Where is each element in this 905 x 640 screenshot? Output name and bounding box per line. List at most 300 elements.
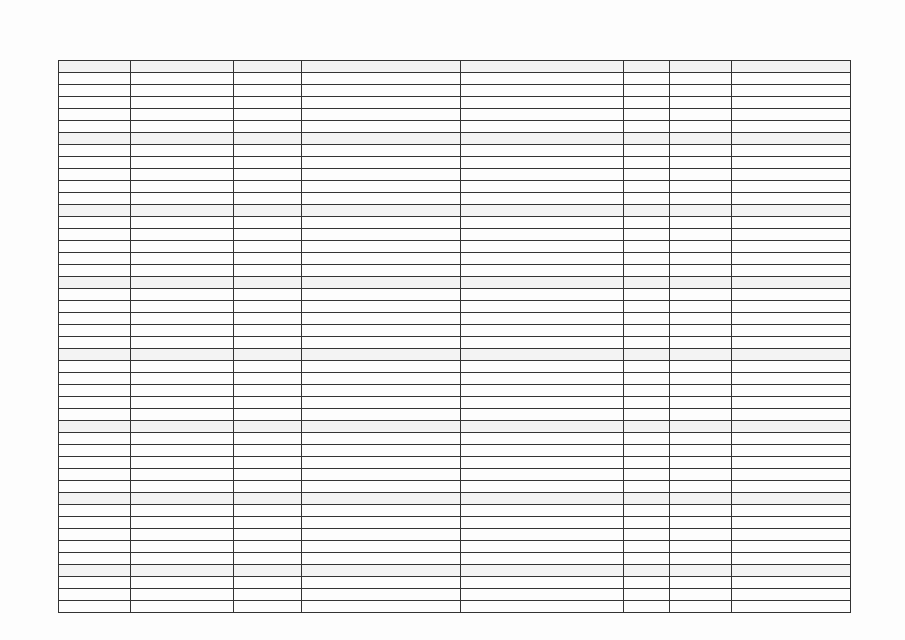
table-cell bbox=[234, 109, 302, 121]
table-cell bbox=[461, 85, 624, 97]
table-cell bbox=[131, 469, 234, 481]
table-cell bbox=[234, 457, 302, 469]
table-cell bbox=[461, 145, 624, 157]
table-row bbox=[59, 409, 851, 421]
table-cell bbox=[624, 373, 670, 385]
table-cell bbox=[732, 337, 851, 349]
table-cell bbox=[234, 445, 302, 457]
table-cell bbox=[461, 349, 624, 361]
table-cell bbox=[234, 301, 302, 313]
table-cell bbox=[624, 73, 670, 85]
table-cell bbox=[624, 493, 670, 505]
table-cell bbox=[59, 289, 131, 301]
table-cell bbox=[59, 601, 131, 613]
table-cell bbox=[624, 541, 670, 553]
table-cell bbox=[624, 253, 670, 265]
table-cell bbox=[624, 385, 670, 397]
table-cell bbox=[59, 145, 131, 157]
table-cell bbox=[302, 433, 461, 445]
table-cell bbox=[302, 301, 461, 313]
table-cell bbox=[59, 493, 131, 505]
table-cell bbox=[624, 337, 670, 349]
table-cell bbox=[461, 553, 624, 565]
table-cell bbox=[131, 541, 234, 553]
table-cell bbox=[234, 97, 302, 109]
table-row bbox=[59, 397, 851, 409]
table-cell bbox=[59, 445, 131, 457]
table-cell bbox=[234, 481, 302, 493]
table-cell bbox=[59, 313, 131, 325]
table-cell bbox=[624, 409, 670, 421]
table-cell bbox=[302, 397, 461, 409]
table-cell bbox=[302, 217, 461, 229]
table-cell bbox=[302, 229, 461, 241]
table-cell bbox=[131, 601, 234, 613]
table-cell bbox=[234, 133, 302, 145]
table-cell bbox=[461, 445, 624, 457]
table-cell bbox=[461, 529, 624, 541]
table-row bbox=[59, 193, 851, 205]
table-cell bbox=[461, 433, 624, 445]
table-cell bbox=[302, 385, 461, 397]
table-cell bbox=[461, 493, 624, 505]
table-cell bbox=[461, 577, 624, 589]
table-cell bbox=[302, 541, 461, 553]
table-cell bbox=[732, 121, 851, 133]
table-cell bbox=[670, 325, 732, 337]
table-cell bbox=[732, 181, 851, 193]
table-cell bbox=[624, 565, 670, 577]
table-cell bbox=[670, 433, 732, 445]
table-cell bbox=[461, 193, 624, 205]
table-row bbox=[59, 493, 851, 505]
table-cell bbox=[461, 265, 624, 277]
table-cell bbox=[461, 373, 624, 385]
table-cell bbox=[461, 109, 624, 121]
table-cell bbox=[302, 253, 461, 265]
table-cell bbox=[234, 349, 302, 361]
table-cell bbox=[624, 445, 670, 457]
table-cell bbox=[624, 289, 670, 301]
table-row bbox=[59, 361, 851, 373]
table-cell bbox=[461, 241, 624, 253]
table-cell bbox=[732, 61, 851, 73]
table-cell bbox=[670, 601, 732, 613]
table-cell bbox=[670, 421, 732, 433]
table-cell bbox=[302, 109, 461, 121]
table-cell bbox=[670, 97, 732, 109]
table-cell bbox=[624, 553, 670, 565]
table-cell bbox=[732, 397, 851, 409]
table-cell bbox=[670, 313, 732, 325]
table-row bbox=[59, 169, 851, 181]
table-cell bbox=[234, 493, 302, 505]
table-row bbox=[59, 517, 851, 529]
table-cell bbox=[234, 337, 302, 349]
table-cell bbox=[234, 289, 302, 301]
table-cell bbox=[302, 181, 461, 193]
table-cell bbox=[461, 385, 624, 397]
table-cell bbox=[732, 505, 851, 517]
table-cell bbox=[624, 505, 670, 517]
table-cell bbox=[59, 193, 131, 205]
table-cell bbox=[670, 493, 732, 505]
table-cell bbox=[59, 469, 131, 481]
table-cell bbox=[59, 133, 131, 145]
table-row bbox=[59, 373, 851, 385]
table-cell bbox=[234, 145, 302, 157]
table-cell bbox=[732, 349, 851, 361]
table-cell bbox=[234, 385, 302, 397]
table-cell bbox=[670, 181, 732, 193]
table-cell bbox=[131, 505, 234, 517]
table-row bbox=[59, 253, 851, 265]
table-cell bbox=[732, 85, 851, 97]
table-cell bbox=[234, 217, 302, 229]
table-cell bbox=[461, 157, 624, 169]
table-cell bbox=[670, 133, 732, 145]
table-cell bbox=[59, 361, 131, 373]
table-cell bbox=[732, 313, 851, 325]
table-cell bbox=[624, 193, 670, 205]
table-cell bbox=[302, 325, 461, 337]
table-cell bbox=[302, 445, 461, 457]
table-cell bbox=[624, 421, 670, 433]
table-cell bbox=[732, 289, 851, 301]
table-row bbox=[59, 265, 851, 277]
table-cell bbox=[59, 109, 131, 121]
roads-table bbox=[58, 60, 851, 613]
table-cell bbox=[624, 277, 670, 289]
table-cell bbox=[302, 481, 461, 493]
table-cell bbox=[59, 229, 131, 241]
table-cell bbox=[302, 577, 461, 589]
table-cell bbox=[131, 133, 234, 145]
table-cell bbox=[461, 409, 624, 421]
table-cell bbox=[624, 577, 670, 589]
table-row bbox=[59, 601, 851, 613]
table-cell bbox=[131, 121, 234, 133]
table-cell bbox=[670, 565, 732, 577]
table-cell bbox=[302, 169, 461, 181]
table-cell bbox=[302, 589, 461, 601]
table-cell bbox=[732, 193, 851, 205]
table-cell bbox=[670, 277, 732, 289]
table-cell bbox=[59, 85, 131, 97]
table-cell bbox=[461, 565, 624, 577]
table-cell bbox=[131, 313, 234, 325]
table-cell bbox=[732, 577, 851, 589]
table-cell bbox=[732, 553, 851, 565]
table-row bbox=[59, 577, 851, 589]
table-cell bbox=[302, 421, 461, 433]
table-cell bbox=[624, 313, 670, 325]
table-cell bbox=[59, 169, 131, 181]
table-cell bbox=[302, 289, 461, 301]
table-cell bbox=[131, 229, 234, 241]
table-cell bbox=[461, 121, 624, 133]
table-cell bbox=[131, 265, 234, 277]
table-row bbox=[59, 205, 851, 217]
table-cell bbox=[131, 337, 234, 349]
table-cell bbox=[302, 145, 461, 157]
table-cell bbox=[670, 505, 732, 517]
table-cell bbox=[131, 301, 234, 313]
table-cell bbox=[624, 433, 670, 445]
table-cell bbox=[670, 469, 732, 481]
table-cell bbox=[302, 193, 461, 205]
table-cell bbox=[131, 277, 234, 289]
table-cell bbox=[234, 241, 302, 253]
table-cell bbox=[670, 229, 732, 241]
table-row bbox=[59, 97, 851, 109]
table-cell bbox=[302, 361, 461, 373]
table-cell bbox=[732, 529, 851, 541]
table-cell bbox=[670, 349, 732, 361]
table-row bbox=[59, 217, 851, 229]
table-cell bbox=[302, 373, 461, 385]
table-cell bbox=[732, 445, 851, 457]
table-cell bbox=[461, 289, 624, 301]
table-cell bbox=[59, 517, 131, 529]
table-cell bbox=[670, 145, 732, 157]
table-cell bbox=[732, 493, 851, 505]
table-row bbox=[59, 229, 851, 241]
table-cell bbox=[234, 313, 302, 325]
table-cell bbox=[131, 289, 234, 301]
table-cell bbox=[461, 601, 624, 613]
table-cell bbox=[624, 145, 670, 157]
table-cell bbox=[234, 181, 302, 193]
table-cell bbox=[131, 397, 234, 409]
table-cell bbox=[624, 121, 670, 133]
table-cell bbox=[59, 337, 131, 349]
table-cell bbox=[302, 73, 461, 85]
table-cell bbox=[670, 529, 732, 541]
table-cell bbox=[234, 517, 302, 529]
table-cell bbox=[670, 361, 732, 373]
table-cell bbox=[624, 397, 670, 409]
table-cell bbox=[732, 361, 851, 373]
table-cell bbox=[131, 589, 234, 601]
table-cell bbox=[59, 589, 131, 601]
table-cell bbox=[59, 157, 131, 169]
table-cell bbox=[59, 457, 131, 469]
table-cell bbox=[732, 229, 851, 241]
table-cell bbox=[670, 241, 732, 253]
table-cell bbox=[461, 397, 624, 409]
table-cell bbox=[670, 109, 732, 121]
table-cell bbox=[131, 385, 234, 397]
table-cell bbox=[670, 73, 732, 85]
table-cell bbox=[670, 373, 732, 385]
table-cell bbox=[59, 541, 131, 553]
table-cell bbox=[302, 205, 461, 217]
table-cell bbox=[131, 109, 234, 121]
table-cell bbox=[302, 601, 461, 613]
table-cell bbox=[234, 265, 302, 277]
table-cell bbox=[59, 301, 131, 313]
table-cell bbox=[670, 457, 732, 469]
table-cell bbox=[461, 481, 624, 493]
table-cell bbox=[131, 73, 234, 85]
table-cell bbox=[624, 349, 670, 361]
table-cell bbox=[234, 157, 302, 169]
table-cell bbox=[732, 217, 851, 229]
table-cell bbox=[670, 409, 732, 421]
table-cell bbox=[302, 469, 461, 481]
table-cell bbox=[302, 409, 461, 421]
table-cell bbox=[59, 121, 131, 133]
table-cell bbox=[59, 205, 131, 217]
table-cell bbox=[732, 157, 851, 169]
table-cell bbox=[59, 565, 131, 577]
table-cell bbox=[461, 313, 624, 325]
table-cell bbox=[131, 517, 234, 529]
table-cell bbox=[234, 397, 302, 409]
table-row bbox=[59, 337, 851, 349]
table-cell bbox=[670, 517, 732, 529]
table-cell bbox=[302, 121, 461, 133]
table-cell bbox=[234, 121, 302, 133]
table-cell bbox=[670, 445, 732, 457]
table-cell bbox=[131, 61, 234, 73]
table-cell bbox=[234, 253, 302, 265]
table-cell bbox=[59, 505, 131, 517]
table-cell bbox=[670, 169, 732, 181]
table-cell bbox=[131, 349, 234, 361]
table-cell bbox=[732, 277, 851, 289]
table-cell bbox=[302, 349, 461, 361]
table-cell bbox=[461, 229, 624, 241]
table-cell bbox=[131, 409, 234, 421]
table-cell bbox=[59, 181, 131, 193]
table-cell bbox=[131, 529, 234, 541]
table-cell bbox=[131, 433, 234, 445]
table-cell bbox=[59, 409, 131, 421]
table-row bbox=[59, 289, 851, 301]
table-cell bbox=[234, 601, 302, 613]
table-cell bbox=[234, 169, 302, 181]
table-cell bbox=[461, 181, 624, 193]
table-cell bbox=[624, 169, 670, 181]
table-cell bbox=[670, 289, 732, 301]
table-cell bbox=[732, 133, 851, 145]
table-cell bbox=[302, 553, 461, 565]
table-cell bbox=[59, 241, 131, 253]
table-cell bbox=[624, 109, 670, 121]
table-cell bbox=[131, 85, 234, 97]
table-row bbox=[59, 589, 851, 601]
table-cell bbox=[302, 565, 461, 577]
table-cell bbox=[732, 301, 851, 313]
table-cell bbox=[732, 433, 851, 445]
table-cell bbox=[732, 541, 851, 553]
table-cell bbox=[234, 85, 302, 97]
table-cell bbox=[59, 397, 131, 409]
table-cell bbox=[624, 97, 670, 109]
table-cell bbox=[732, 565, 851, 577]
table-cell bbox=[670, 265, 732, 277]
table-cell bbox=[302, 313, 461, 325]
table-cell bbox=[732, 241, 851, 253]
table-cell bbox=[670, 541, 732, 553]
table-cell bbox=[59, 277, 131, 289]
table-cell bbox=[461, 277, 624, 289]
table-cell bbox=[624, 529, 670, 541]
table-cell bbox=[624, 133, 670, 145]
table-cell bbox=[131, 481, 234, 493]
table-cell bbox=[624, 205, 670, 217]
table-cell bbox=[461, 253, 624, 265]
table-cell bbox=[461, 217, 624, 229]
table-cell bbox=[624, 157, 670, 169]
table-cell bbox=[732, 481, 851, 493]
table-row bbox=[59, 325, 851, 337]
table-cell bbox=[131, 241, 234, 253]
table-cell bbox=[624, 481, 670, 493]
table-cell bbox=[234, 541, 302, 553]
table-cell bbox=[732, 145, 851, 157]
table-cell bbox=[670, 205, 732, 217]
table-cell bbox=[624, 457, 670, 469]
table-cell bbox=[624, 181, 670, 193]
table-cell bbox=[234, 373, 302, 385]
table-cell bbox=[302, 241, 461, 253]
table-row bbox=[59, 433, 851, 445]
table-cell bbox=[732, 385, 851, 397]
table-cell bbox=[234, 553, 302, 565]
table-cell bbox=[670, 553, 732, 565]
table-cell bbox=[302, 529, 461, 541]
table-row bbox=[59, 565, 851, 577]
table-cell bbox=[234, 565, 302, 577]
table-cell bbox=[624, 517, 670, 529]
table-cell bbox=[732, 373, 851, 385]
table-cell bbox=[131, 145, 234, 157]
table-cell bbox=[732, 73, 851, 85]
table-row bbox=[59, 385, 851, 397]
table-row bbox=[59, 181, 851, 193]
table-cell bbox=[732, 325, 851, 337]
table-cell bbox=[59, 553, 131, 565]
table-cell bbox=[624, 469, 670, 481]
table-cell bbox=[59, 325, 131, 337]
table-row bbox=[59, 445, 851, 457]
table-cell bbox=[59, 253, 131, 265]
table-row bbox=[59, 421, 851, 433]
table-row bbox=[59, 241, 851, 253]
table-cell bbox=[234, 229, 302, 241]
table-cell bbox=[131, 157, 234, 169]
table-cell bbox=[234, 505, 302, 517]
table-cell bbox=[131, 577, 234, 589]
table-cell bbox=[732, 517, 851, 529]
table-cell bbox=[234, 205, 302, 217]
table-row bbox=[59, 349, 851, 361]
table-cell bbox=[131, 253, 234, 265]
table-cell bbox=[59, 265, 131, 277]
table-cell bbox=[670, 397, 732, 409]
table-cell bbox=[624, 589, 670, 601]
table-cell bbox=[461, 421, 624, 433]
table-cell bbox=[234, 409, 302, 421]
table-cell bbox=[131, 97, 234, 109]
table-row bbox=[59, 61, 851, 73]
table-cell bbox=[234, 589, 302, 601]
table-cell bbox=[234, 421, 302, 433]
table-cell bbox=[131, 361, 234, 373]
